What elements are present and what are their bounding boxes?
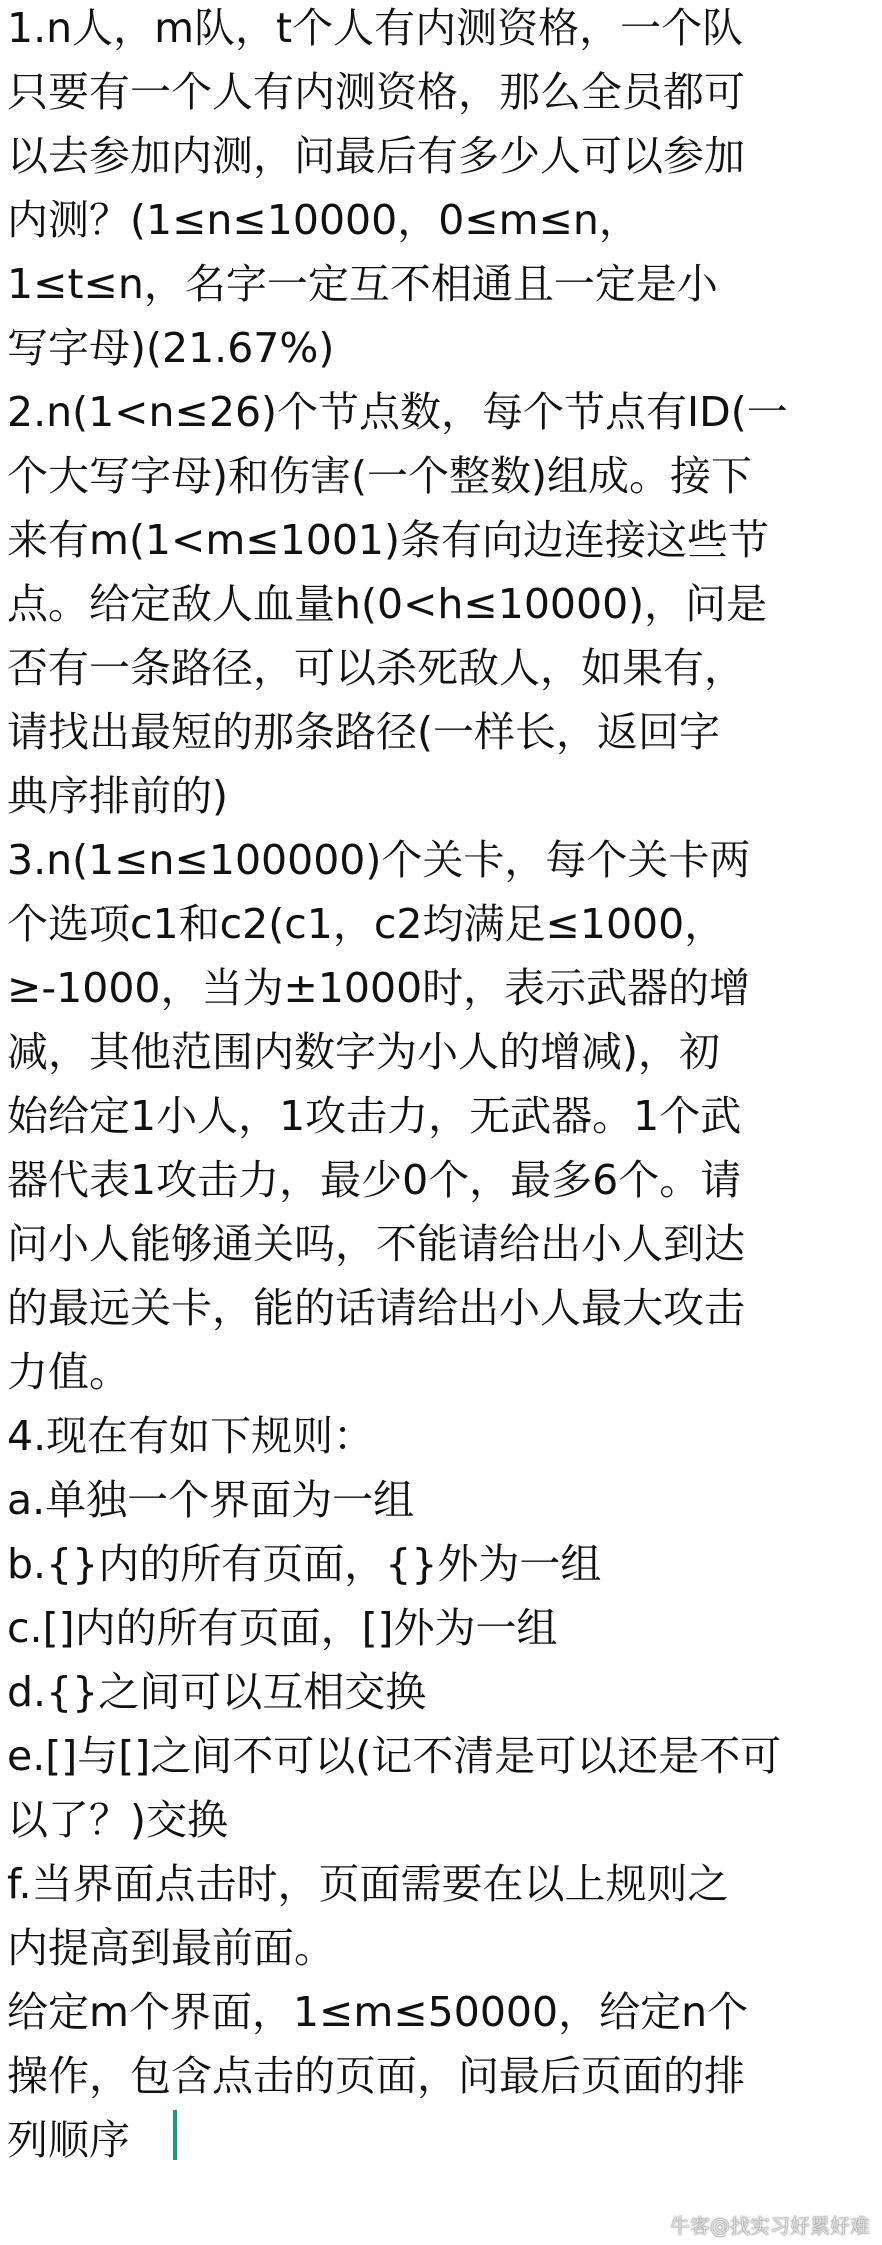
text-line: 点。给定敌人血量h(0<h≤10000)，问是 bbox=[7, 580, 768, 628]
text-line: 减，其他范围内数字为小人的增减)，初 bbox=[7, 1028, 720, 1076]
text-line: 个大写字母)和伤害(一个整数)组成。接下 bbox=[7, 452, 752, 500]
text-line: 以去参加内测，问最后有多少人可以参加 bbox=[7, 132, 745, 180]
watermark: 牛客@找实习好累好难 bbox=[670, 2214, 870, 2238]
text-line: 以了？)交换 bbox=[7, 1796, 228, 1844]
text-line: 来有m(1<m≤1001)条有向边连接这些节 bbox=[7, 516, 770, 564]
text-line: 列顺序 bbox=[7, 2116, 130, 2164]
text-line: 内测？(1≤n≤10000，0≤m≤n， bbox=[7, 196, 640, 244]
text-line: f.当界面点击时，页面需要在以上规则之 bbox=[7, 1860, 729, 1908]
text-line: c.[]内的所有页面，[]外为一组 bbox=[7, 1604, 558, 1652]
text-line: 2.n(1<n≤26)个节点数，每个节点有ID(一 bbox=[7, 388, 788, 436]
text-line: 否有一条路径，可以杀死敌人，如果有， bbox=[7, 644, 745, 692]
text-line: a.单独一个界面为一组 bbox=[7, 1476, 415, 1524]
text-line: 力值。 bbox=[7, 1348, 130, 1396]
text-line: 器代表1攻击力，最少0个，最多6个。请 bbox=[7, 1156, 742, 1204]
text-line: 4.现在有如下规则： bbox=[7, 1412, 375, 1460]
text-line: ≥-1000，当为±1000时，表示武器的增 bbox=[7, 964, 751, 1012]
text-line: 个选项c1和c2(c1，c2均满足≤1000， bbox=[7, 900, 726, 948]
text-line: 写字母)(21.67%) bbox=[7, 324, 335, 372]
text-cursor bbox=[173, 2110, 177, 2160]
text-line: 3.n(1≤n≤100000)个关卡，每个关卡两 bbox=[7, 836, 751, 884]
text-line: 1≤t≤n，名字一定互不相通且一定是小 bbox=[7, 260, 718, 308]
text-line: 请找出最短的那条路径(一样长，返回字 bbox=[7, 708, 720, 756]
text-line: 只要有一个人有内测资格，那么全员都可 bbox=[7, 68, 745, 116]
text-line: 典序排前的) bbox=[7, 772, 228, 820]
text-line: b.{}内的所有页面，{}外为一组 bbox=[7, 1540, 602, 1588]
text-line: e.[]与[]之间不可以(记不清是可以还是不可 bbox=[7, 1732, 782, 1780]
text-line: 给定m个界面，1≤m≤50000，给定n个 bbox=[7, 1988, 749, 2036]
text-line: 始给定1小人，1攻击力，无武器。1个武 bbox=[7, 1092, 742, 1140]
text-line: d.{}之间可以互相交换 bbox=[7, 1668, 427, 1716]
text-line: 1.n人，m队，t个人有内测资格，一个队 bbox=[7, 4, 744, 52]
text-line: 的最远关卡，能的话请给出小人最大攻击 bbox=[7, 1284, 745, 1332]
text-line: 操作，包含点击的页面，问最后页面的排 bbox=[7, 2052, 745, 2100]
text-line: 问小人能够通关吗，不能请给出小人到达 bbox=[7, 1220, 745, 1268]
text-line: 内提高到最前面。 bbox=[7, 1924, 335, 1972]
